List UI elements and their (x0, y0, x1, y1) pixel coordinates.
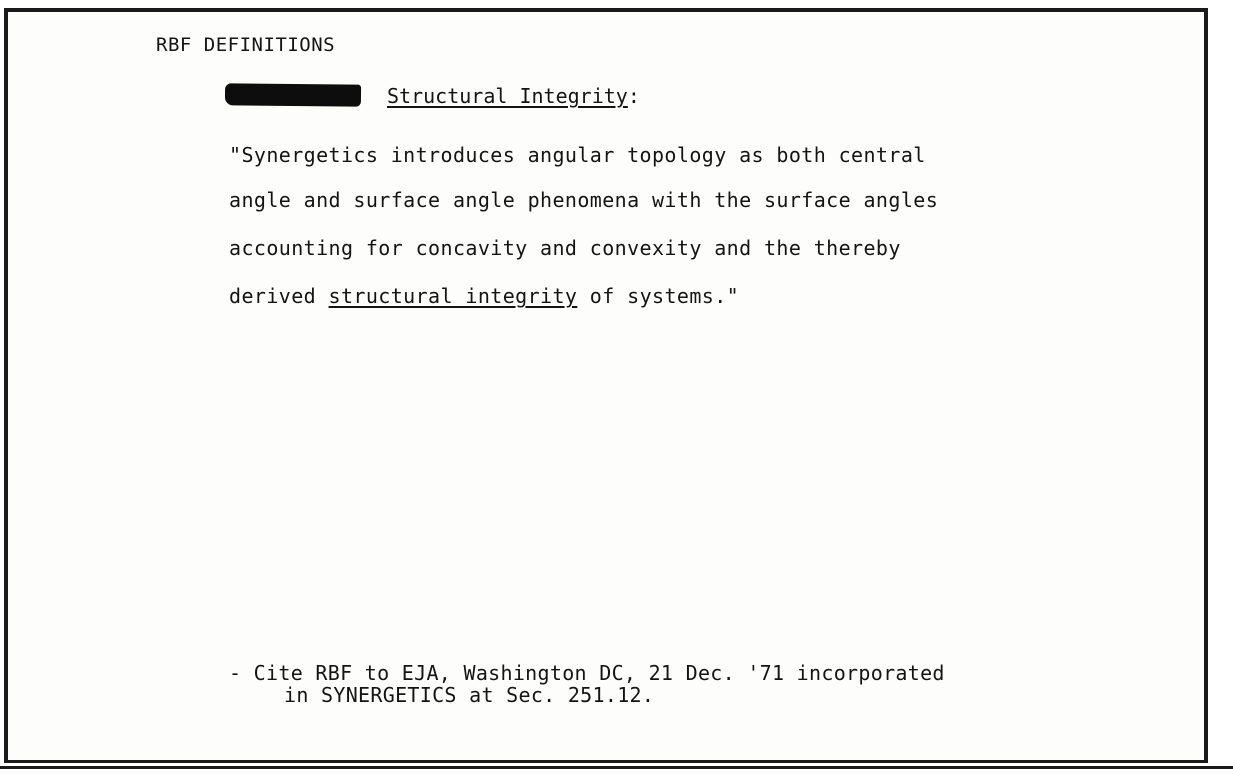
redaction-mark (225, 83, 361, 106)
page-heading: RBF DEFINITIONS (156, 34, 336, 56)
quote-line-4 (229, 284, 739, 308)
quote-line-4-start: derived (229, 284, 329, 308)
entry-title-colon: : (627, 84, 640, 108)
bottom-card-edge (0, 766, 1233, 769)
definition-card (4, 8, 1208, 763)
entry-title: Structural Integrity (387, 84, 628, 108)
quote-line-2: angle and surface angle phenomena with the surface angles (229, 188, 939, 212)
citation-line-2: in SYNERGETICS at Sec. 251.12. (284, 683, 655, 707)
quote-line-1: "Synergetics introduces angular topology as both central (229, 143, 926, 167)
quote-line-4-end: of systems." (577, 284, 740, 308)
quote-line-3: accounting for concavity and convexity and the thereby (229, 236, 901, 260)
entry-title-line (225, 84, 640, 108)
citation-line-1: - Cite RBF to EJA, Washington DC, 21 Dec. '71 incorporated (229, 661, 945, 685)
quote-underlined-term: structural integrity (328, 284, 578, 308)
